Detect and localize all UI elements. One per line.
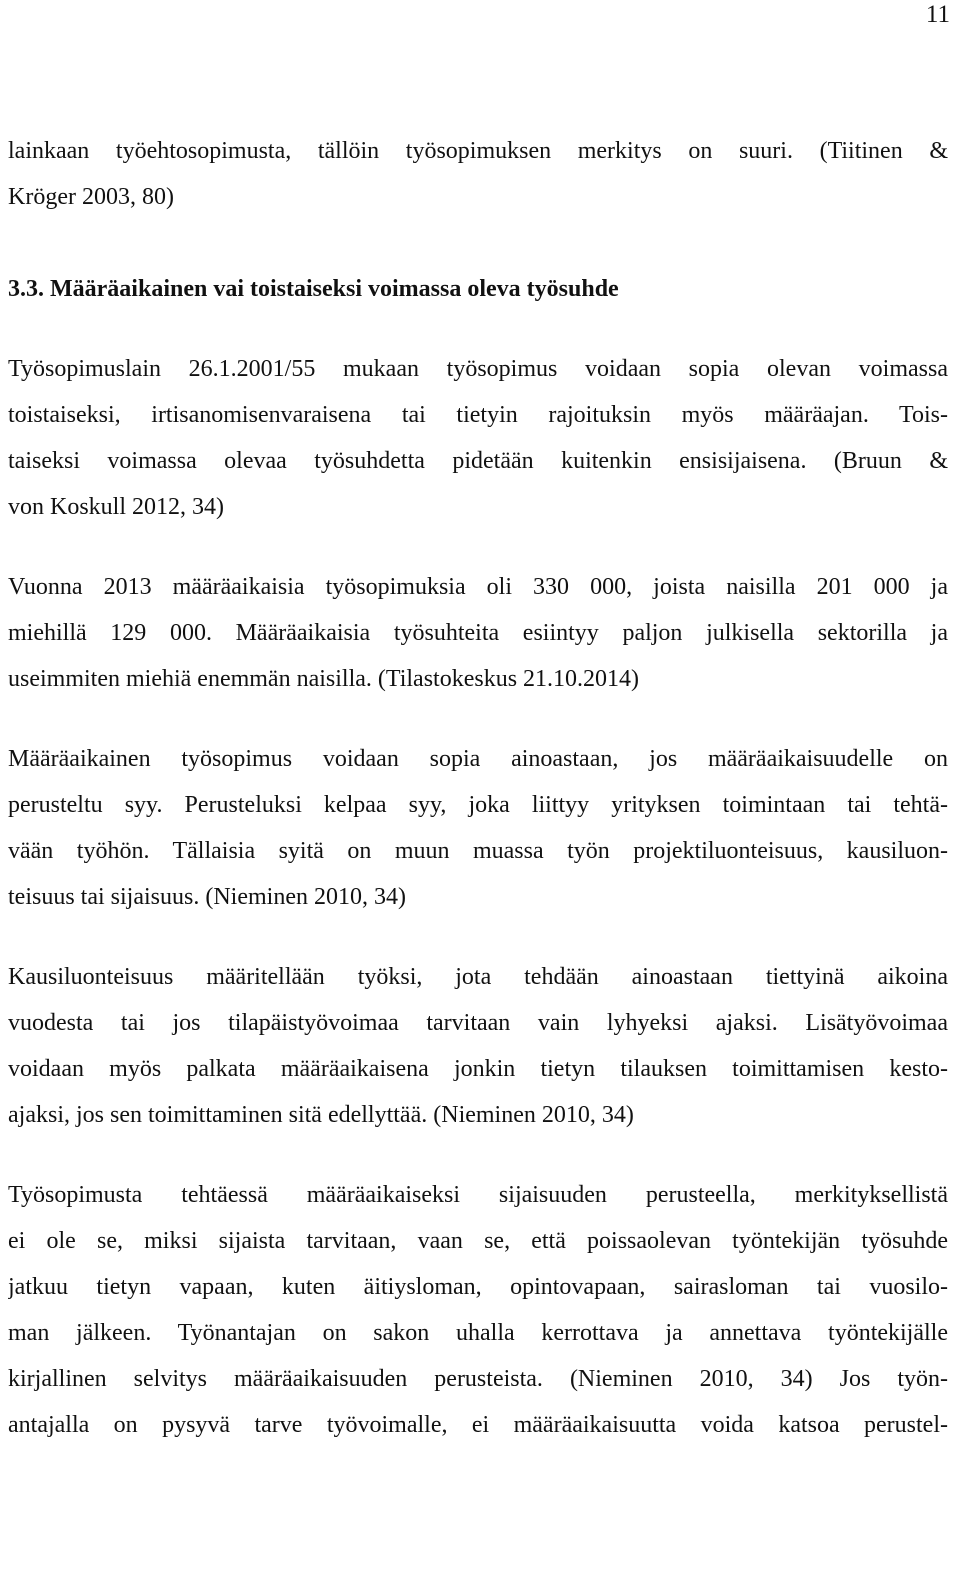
text-line: Kausiluonteisuus määritellään työksi, jota tehdään ainoastaan tiettyinä aikoina <box>8 964 948 990</box>
text-line: kirjallinen selvitys määräaikaisuuden perusteista. (Nieminen 2010, 34) Jos työn- <box>8 1366 948 1392</box>
text-line: Työsopimuslain 26.1.2001/55 mukaan työsopimus voidaan sopia olevan voimassa <box>8 356 948 382</box>
text-line: Määräaikainen työsopimus voidaan sopia ainoastaan, jos määräaikaisuudelle on <box>8 746 948 772</box>
text-line: man jälkeen. Työnantajan on sakon uhalla kerrottava ja annettava työntekijälle <box>8 1320 948 1346</box>
paragraph-continued <box>8 128 948 220</box>
spacer <box>8 702 948 736</box>
text-line: jatkuu tietyn vapaan, kuten äitiysloman, opintovapaan, sairasloman tai vuosilo- <box>8 1274 948 1300</box>
text-line: Kröger 2003, 80) <box>8 184 174 210</box>
text-line: vään työhön. Tällaisia syitä on muun muassa työn projektiluonteisuus, kausiluon- <box>8 838 948 864</box>
text-line: miehillä 129 000. Määräaikaisia työsuhteita esiintyy paljon julkisella sektorilla ja <box>8 620 948 646</box>
text-line: perusteltu syy. Perusteluksi kelpaa syy, joka liittyy yrityksen toimintaan tai tehtä- <box>8 792 948 818</box>
section-heading: 3.3. Määräaikainen vai toistaiseksi voimassa oleva työsuhde <box>8 276 619 302</box>
text-line: toistaiseksi, irtisanomisenvaraisena tai tietyin rajoituksin myös määräajan. Tois- <box>8 402 948 428</box>
paragraph-employment-law <box>8 346 948 530</box>
document-body <box>8 128 948 1448</box>
text-line: ei ole se, miksi sijaista tarvitaan, vaan se, että poissaolevan työntekijän työsuhde <box>8 1228 948 1254</box>
text-line: lainkaan työehtosopimusta, tällöin työsopimuksen merkitys on suuri. (Tiitinen & <box>8 138 948 164</box>
paragraph-justified-reason <box>8 736 948 920</box>
text-line: taiseksi voimassa olevaa työsuhdetta pidetään kuitenkin ensisijaisena. (Bruun & <box>8 448 948 474</box>
spacer <box>8 312 948 346</box>
text-line: useimmiten miehiä enemmän naisilla. (Tilastokeskus 21.10.2014) <box>8 666 640 692</box>
text-line: vuodesta tai jos tilapäistyövoimaa tarvitaan vain lyhyeksi ajaksi. Lisätyövoimaa <box>8 1010 948 1036</box>
text-line: teisuus tai sijaisuus. (Nieminen 2010, 34) <box>8 884 406 910</box>
spacer <box>8 220 948 266</box>
text-line: Vuonna 2013 määräaikaisia työsopimuksia oli 330 000, joista naisilla 201 000 ja <box>8 574 948 600</box>
spacer <box>8 920 948 954</box>
spacer <box>8 530 948 564</box>
text-line: antajalla on pysyvä tarve työvoimalle, ei määräaikaisuutta voida katsoa perustel- <box>8 1412 948 1438</box>
text-line: ajaksi, jos sen toimittaminen sitä edellyttää. (Nieminen 2010, 34) <box>8 1102 634 1128</box>
text-line: voidaan myös palkata määräaikaisena jonkin tietyn tilauksen toimittamisen kesto- <box>8 1056 948 1082</box>
paragraph-seasonal-work <box>8 954 948 1138</box>
text-line: von Koskull 2012, 34) <box>8 494 224 520</box>
text-line: Työsopimusta tehtäessä määräaikaiseksi sijaisuuden perusteella, merkityksellistä <box>8 1182 948 1208</box>
spacer <box>8 1138 948 1172</box>
paragraph-substitute <box>8 1172 948 1448</box>
paragraph-statistics <box>8 564 948 702</box>
page-number: 11 <box>925 1 950 28</box>
